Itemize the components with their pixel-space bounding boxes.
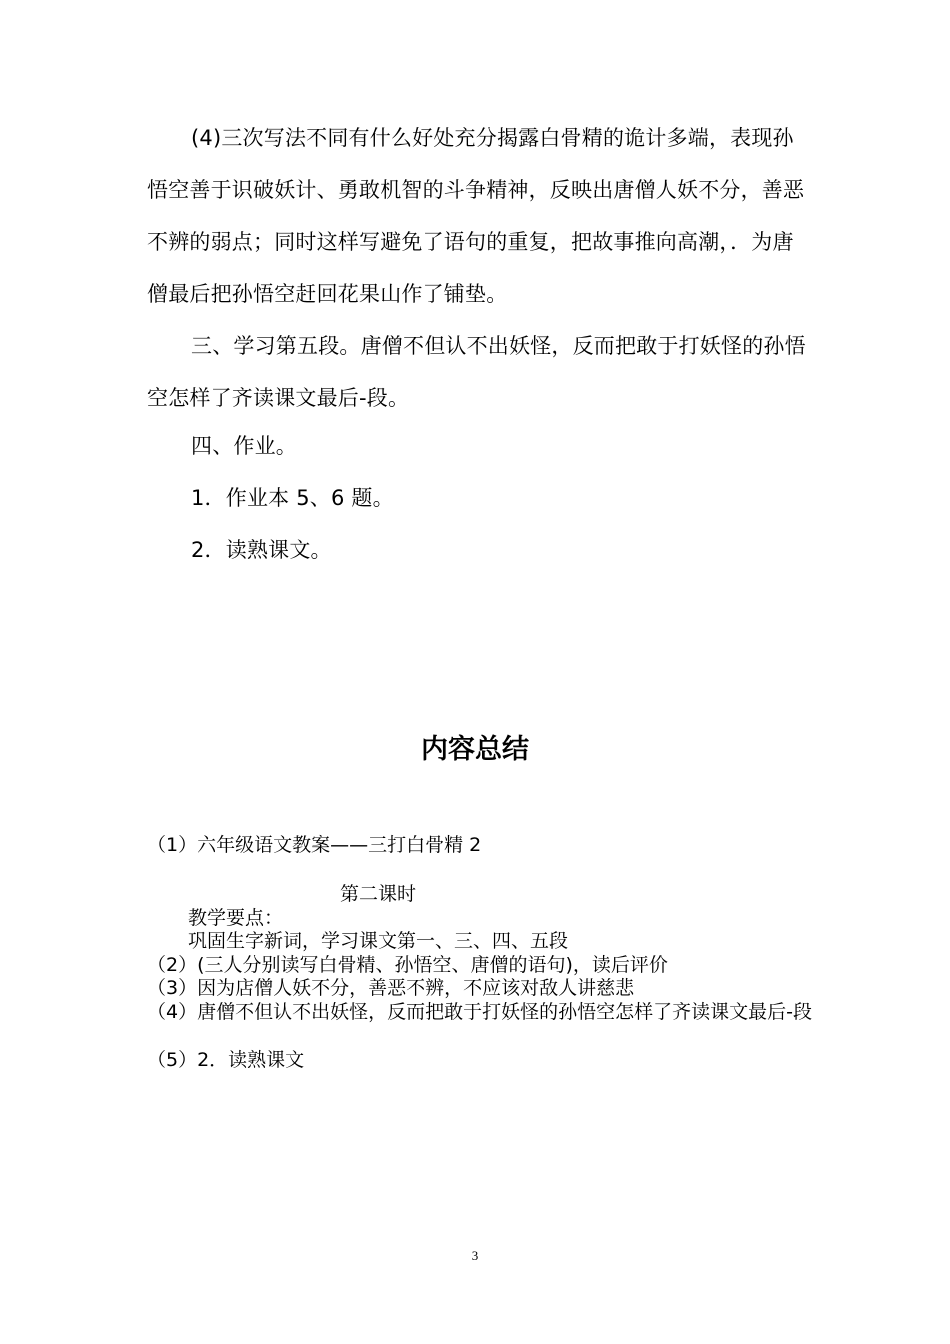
paragraph-section-three: 三、学习第五段。唐僧不但认不出妖怪，反而把敢于打妖怪的孙悟空怎样了齐读课文最后-段。: [147, 334, 806, 410]
page-number: 3: [471, 1248, 479, 1263]
summary-item-2: （2）(三人分别读写白骨精、孙悟空、唐僧的语句)，读后评价: [147, 954, 668, 976]
summary-title: 内容总结: [421, 734, 529, 765]
summary-key-points-label: 教学要点：: [188, 907, 284, 929]
summary-key-points: 巩固生字新词，学习课文第一、三、四、五段: [188, 930, 569, 952]
paragraph-analysis: (4)三次写法不同有什么好处充分揭露白骨精的诡计多端，表现孙悟空善于识破妖计、勇敢机智的斗争精神，反映出唐僧人妖不分，善恶不辨的弱点；同时这样写避免了语句的重复，把故事推向高潮，．为唐僧最后把孙悟空赶回花果山作了铺垫。: [147, 126, 805, 306]
paragraph-homework-item-1: 1．作业本 5、6 题。: [191, 486, 394, 510]
summary-item-3: （3）因为店僧人妖不分，善恶不辨，不应该对敌人讲慈悲: [147, 977, 635, 999]
summary-item-1: （1）六年级语文教案——三打白骨精 2: [147, 834, 482, 856]
summary-subheading: 第二课时: [340, 883, 417, 905]
summary-item-5: （5）2．读熟课文: [147, 1049, 305, 1071]
paragraph-homework-item-2: 2．读熟课文。: [191, 538, 332, 562]
paragraph-homework-heading: 四、作业。: [191, 434, 297, 458]
summary-item-4: （4）唐僧不但认不出妖怪，反而把敢于打妖怪的孙悟空怎样了齐读课文最后-段: [147, 1001, 812, 1023]
